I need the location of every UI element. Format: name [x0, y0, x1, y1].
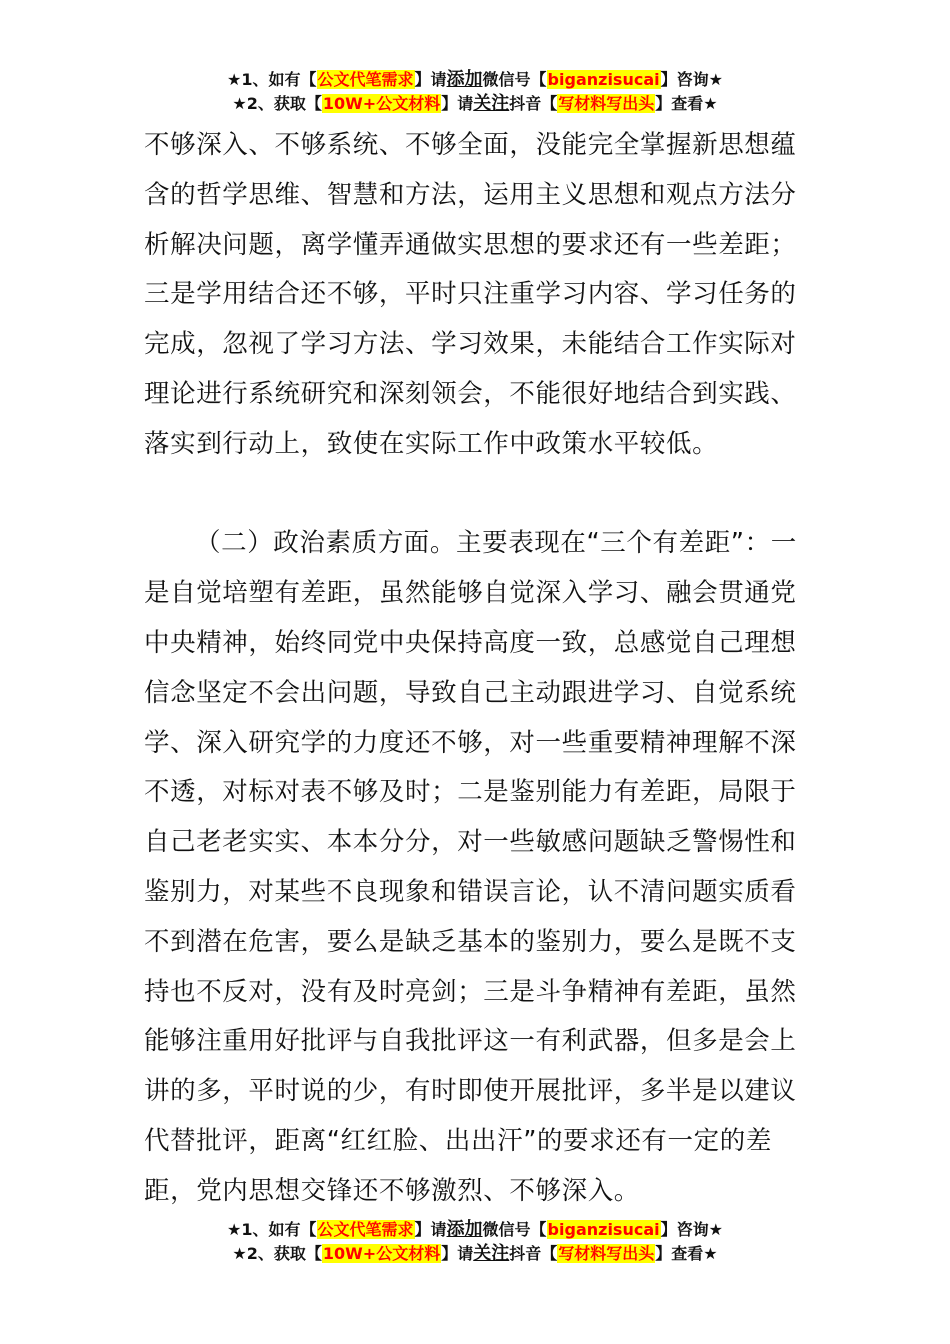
banner-text: 抖音【: [509, 94, 558, 113]
banner-highlight: 公文代笔需求: [317, 70, 414, 89]
banner-highlight: 写材料写出头: [558, 1244, 655, 1263]
banner-highlight: 公文代笔需求: [317, 1220, 414, 1239]
header-banner: [0, 68, 950, 116]
banner-suffix: 】咨询★: [660, 70, 723, 89]
banner-prefix: ★2、获取【: [232, 94, 322, 113]
banner-prefix: ★2、获取【: [232, 1244, 322, 1263]
banner-text: 抖音【: [509, 1244, 558, 1263]
banner-highlight: biganzisucai: [547, 1220, 660, 1239]
banner-highlight: 10W+公文材料: [322, 94, 441, 113]
footer-banner: [0, 1218, 950, 1266]
banner-suffix: 】查看★: [655, 94, 718, 113]
banner-suffix: 】查看★: [655, 1244, 718, 1263]
banner-highlight: 写材料写出头: [558, 94, 655, 113]
banner-line-1: [0, 68, 950, 92]
banner-line-2: [0, 92, 950, 116]
banner-text: 】请: [414, 1220, 447, 1239]
banner-text: 微信号【: [482, 70, 547, 89]
paragraph-political-quality: （二）政治素质方面。主要表现在“三个有差距”：一是自觉培塑有差距，虽然能够自觉深入学习、融会贯通党中央精神，始终同党中央保持高度一致，总感觉自己理想信念坚定不会出问题，导致自己主动跟进学习、自觉系统学、深入研究学的力度还不够，对一些重要精神理解不深不透，对标对表不够及时；二是鉴别能力有差距，局限于自己老老实实、本本分分，对一些敏感问题缺乏警惕性和鉴别力，对某些不良现象和错误言论，认不清问题实质看不到潜在危害，要么是缺乏基本的鉴别力，要么是既不支持也不反对，没有及时亮剑；三是斗争精神有差距，虽然能够注重用好批评与自我批评这一有利武器，但多是会上讲的多，平时说的少，有时即使开展批评，多半是以建议代替批评，距离“红红脸、出出汗”的要求还有一定的差距，党内思想交锋还不够激烈、不够深入。: [144, 528, 797, 1206]
banner-prefix: ★1、如有【: [227, 70, 317, 89]
banner-text: 】请: [441, 1244, 474, 1263]
banner-suffix: 】咨询★: [660, 1220, 723, 1239]
banner-text: 】请: [441, 94, 474, 113]
banner-emphasis: 添加: [446, 69, 483, 90]
banner-emphasis: 添加: [446, 1219, 483, 1240]
banner-highlight: 10W+公文材料: [322, 1244, 441, 1263]
banner-line-2: [0, 1242, 950, 1266]
banner-emphasis: 关注: [473, 93, 510, 114]
banner-text: 】请: [414, 70, 447, 89]
paragraph-continuation: 不够深入、不够系统、不够全面，没能完全掌握新思想蕴含的哲学思维、智慧和方法，运用主义思想和观点方法分析解决问题，离学懂弄通做实思想的要求还有一些差距；三是学用结合还不够，平时只注重学习内容、学习任务的完成，忽视了学习方法、学习效果，未能结合工作实际对理论进行系统研究和深刻领会，不能很好地结合到实践、落实到行动上，致使在实际工作中政策水平较低。: [144, 130, 797, 459]
banner-text: 微信号【: [482, 1220, 547, 1239]
paragraph-spacer: [144, 470, 808, 520]
banner-emphasis: 关注: [473, 1243, 510, 1264]
document-body: [144, 121, 808, 1217]
banner-highlight: biganzisucai: [547, 70, 660, 89]
banner-prefix: ★1、如有【: [227, 1220, 317, 1239]
banner-line-1: [0, 1218, 950, 1242]
